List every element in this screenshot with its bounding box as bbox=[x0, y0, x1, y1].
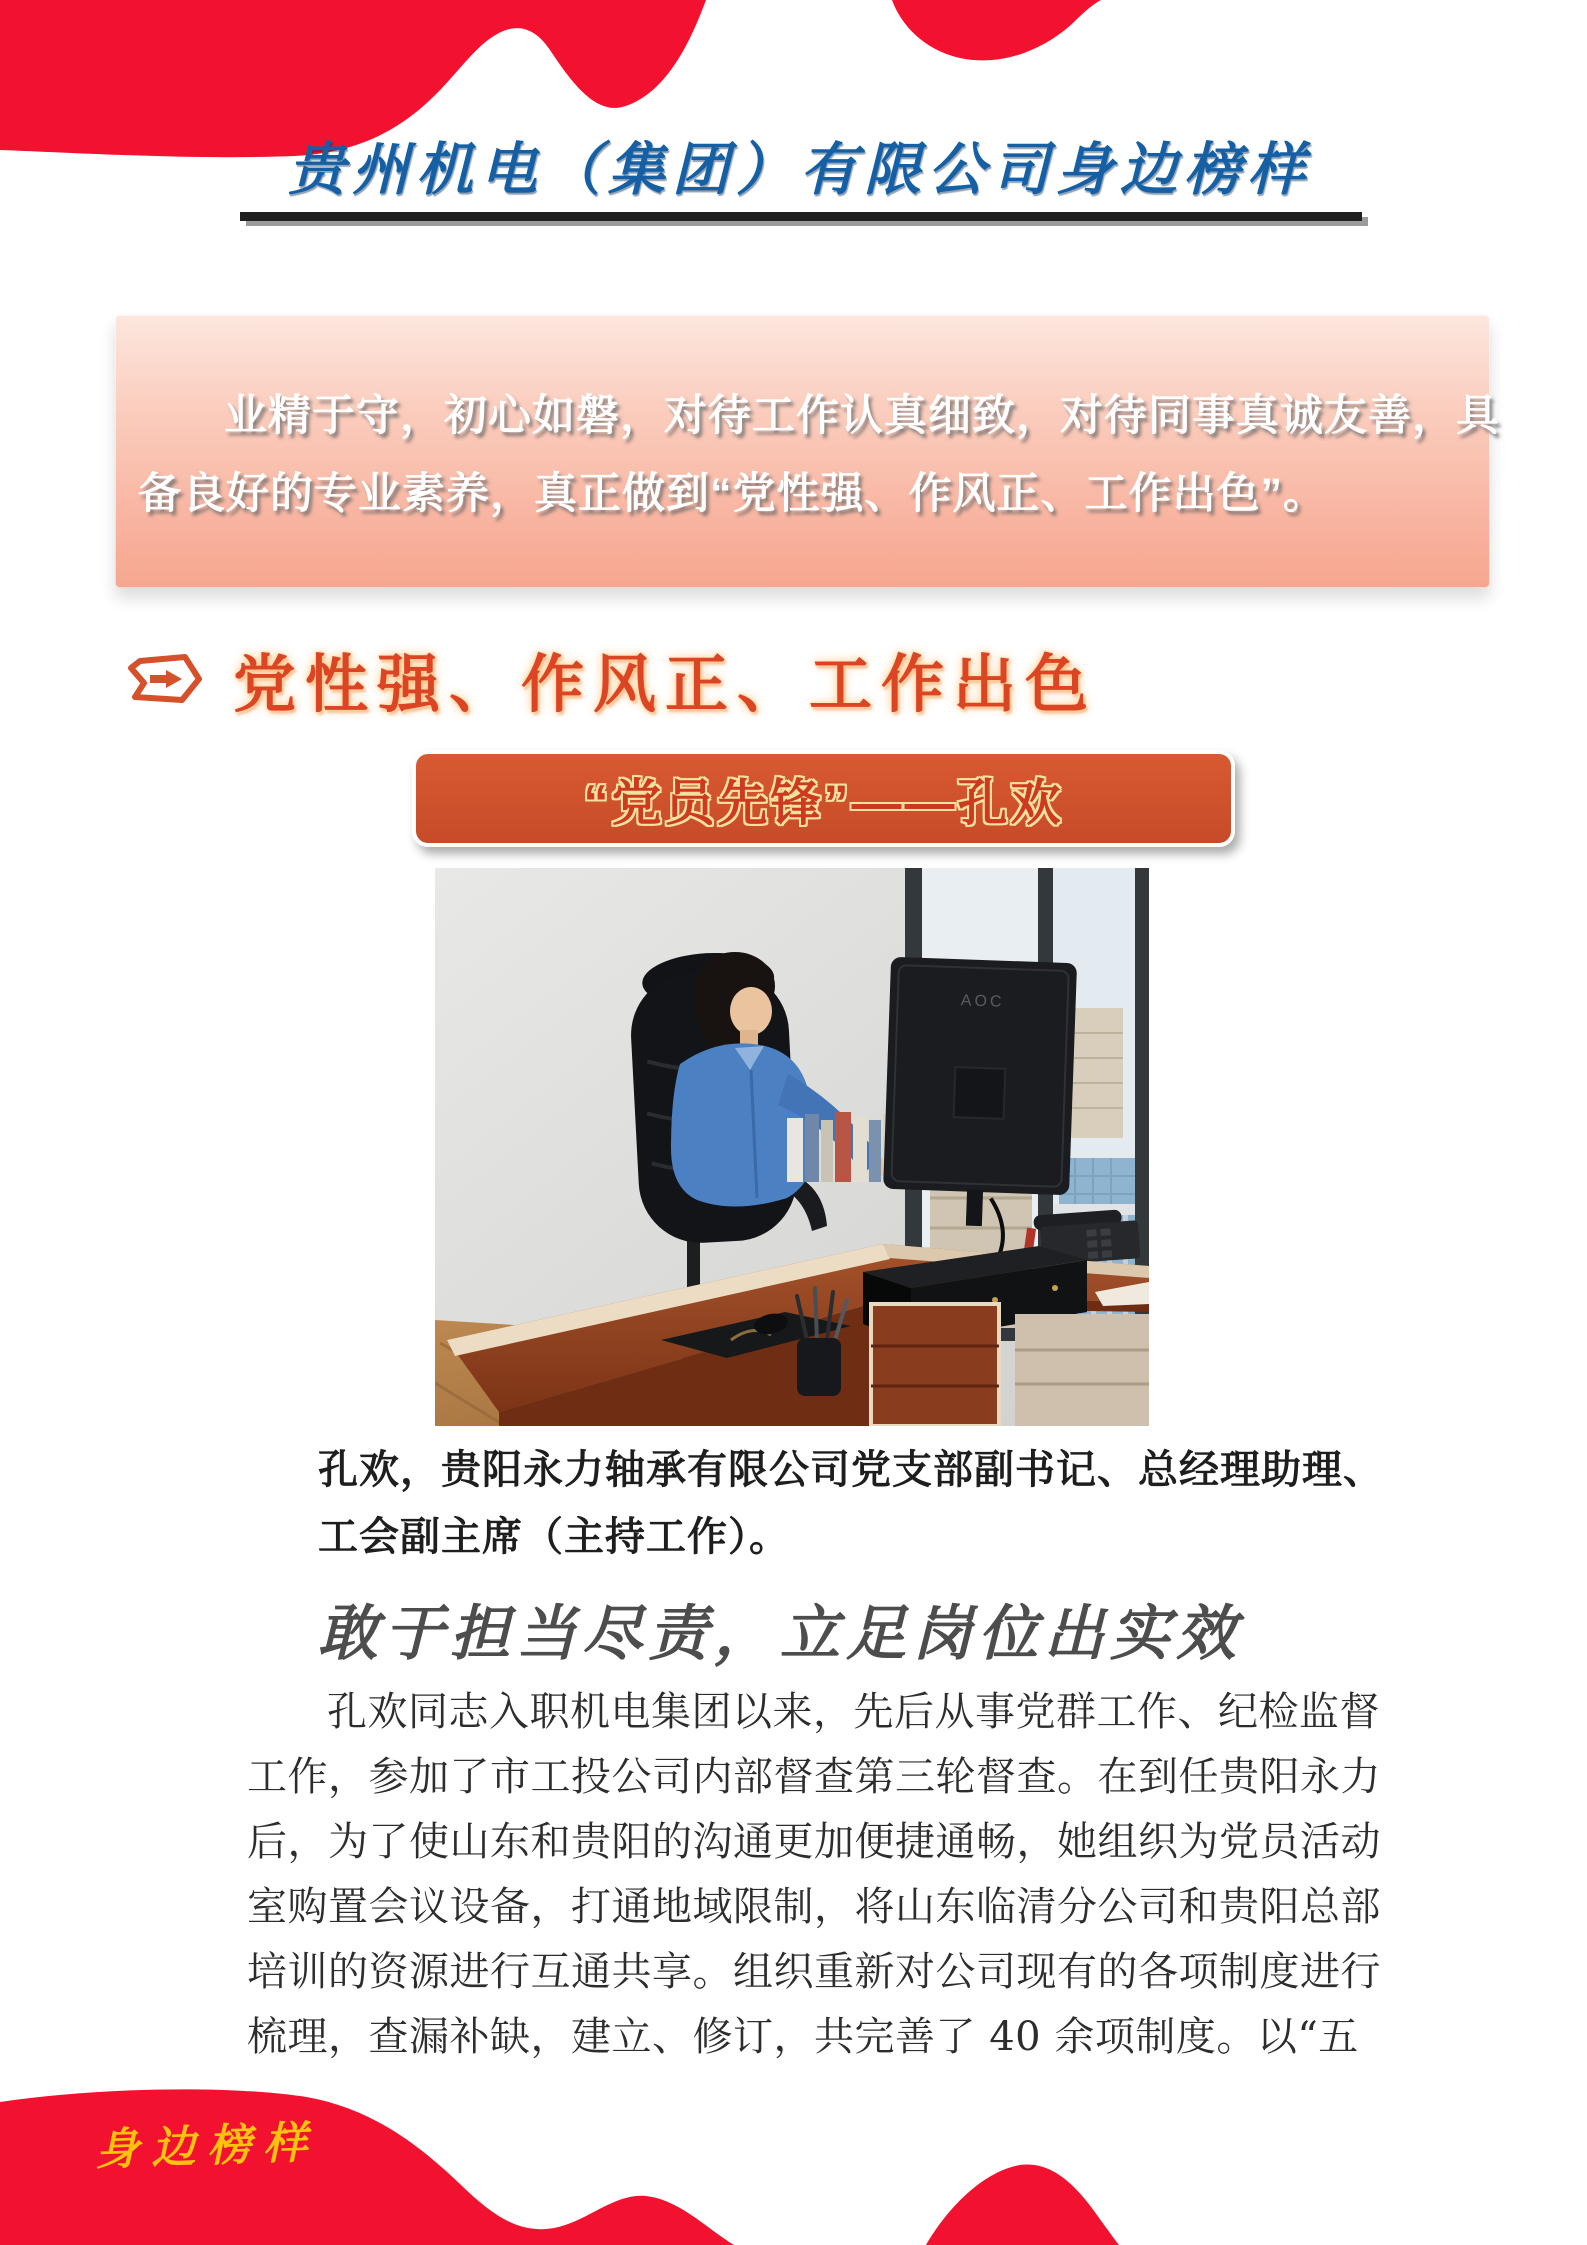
quote-line-1: 业精于守，初心如磐，对待工作认真细致，对待同事真诚友善，具 bbox=[224, 392, 1500, 440]
section-heading: 党性强、作风正、工作出色 bbox=[233, 650, 1097, 720]
footer-watermark: 身边榜样 bbox=[94, 2117, 320, 2176]
intro-line-1: 孔欢，贵阳永力轴承有限公司党支部副书记、总经理助理、 bbox=[318, 1448, 1384, 1492]
body-line: 后，为了使山东和贵阳的沟通更加便捷通畅，她组织为党员活动 bbox=[247, 1819, 1381, 1865]
monitor-brand-label: AOC bbox=[960, 992, 1005, 1011]
intro-line-2: 工会副主席（主持工作）。 bbox=[318, 1515, 790, 1559]
quote-line-2: 备良好的专业素养，真正做到“党性强、作风正、工作出色”。 bbox=[138, 470, 1327, 518]
body-line: 培训的资源进行互通共享。组织重新对公司现有的各项制度进行 bbox=[247, 1949, 1381, 1995]
intro-paragraph bbox=[318, 1437, 1393, 1571]
quote-box bbox=[115, 315, 1500, 588]
body-line: 室购置会议设备，打通地域限制，将山东临清分公司和贵阳总部 bbox=[247, 1884, 1381, 1930]
sub-heading: 敢于担当尽责，立足岗位出实效 bbox=[318, 1599, 1242, 1669]
body-line: 孔欢同志入职机电集团以来，先后从事党群工作、纪检监督 bbox=[327, 1689, 1380, 1735]
banner-arrow-icon bbox=[124, 652, 204, 708]
pioneer-banner bbox=[412, 750, 1235, 847]
title-underline bbox=[240, 212, 1362, 221]
office-photo bbox=[435, 868, 1149, 1426]
body-line: 梳理，查漏补缺，建立、修订，共完善了 40 余项制度。以“五 bbox=[247, 2014, 1359, 2060]
page-title: 贵州机电（集团）有限公司身边榜样 bbox=[288, 136, 1312, 203]
body-line: 工作，参加了市工投公司内部督查第三轮督查。在到任贵阳永力 bbox=[247, 1754, 1381, 1800]
photo-desk-drawers bbox=[871, 1304, 999, 1426]
body-paragraph bbox=[247, 1680, 1381, 2070]
pioneer-banner-label: “党员先锋”——孔欢 bbox=[583, 774, 1064, 831]
